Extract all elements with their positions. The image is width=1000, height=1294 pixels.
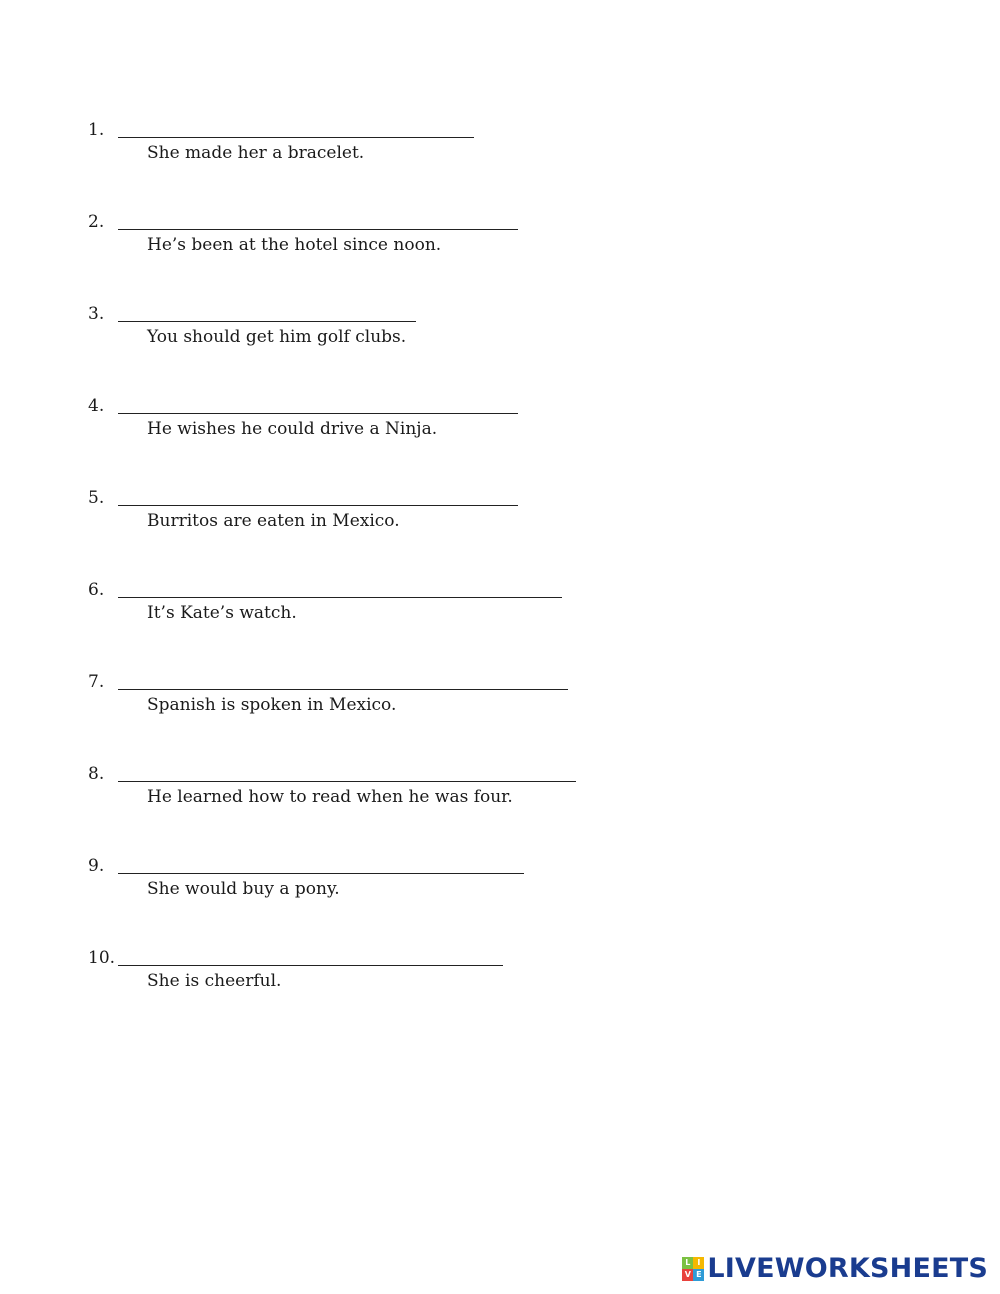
answer-blank[interactable] — [118, 137, 474, 138]
question-number: 2. — [88, 212, 105, 232]
question-item-4 — [88, 396, 688, 456]
question-sentence: He wishes he could drive a Ninja. — [147, 419, 438, 439]
logo-mark-letter: E — [693, 1269, 704, 1281]
answer-blank[interactable] — [118, 689, 568, 690]
answer-blank[interactable] — [118, 321, 416, 322]
answer-blank[interactable] — [118, 505, 518, 506]
question-sentence: She would buy a pony. — [147, 879, 340, 899]
question-item-2 — [88, 212, 688, 272]
question-number: 6. — [88, 580, 105, 600]
question-number: 8. — [88, 764, 105, 784]
question-sentence: It’s Kate’s watch. — [147, 603, 297, 623]
question-item-1 — [88, 120, 688, 180]
question-number: 7. — [88, 672, 105, 692]
question-item-6 — [88, 580, 688, 640]
question-sentence: Burritos are eaten in Mexico. — [147, 511, 400, 531]
answer-blank[interactable] — [118, 413, 518, 414]
question-item-3 — [88, 304, 688, 364]
question-item-9 — [88, 856, 688, 916]
question-sentence: Spanish is spoken in Mexico. — [147, 695, 397, 715]
question-item-10 — [88, 948, 688, 1008]
liveworksheets-mark-icon — [682, 1257, 704, 1281]
question-number: 10. — [88, 948, 116, 968]
question-sentence: He learned how to read when he was four. — [147, 787, 513, 807]
answer-blank[interactable] — [118, 873, 524, 874]
answer-blank[interactable] — [118, 965, 503, 966]
question-item-7 — [88, 672, 688, 732]
question-sentence: He’s been at the hotel since noon. — [147, 235, 442, 255]
answer-blank[interactable] — [118, 229, 518, 230]
question-sentence: You should get him golf clubs. — [147, 327, 407, 347]
answer-blank[interactable] — [118, 597, 562, 598]
answer-blank[interactable] — [118, 781, 576, 782]
question-number: 3. — [88, 304, 105, 324]
question-number: 1. — [88, 120, 105, 140]
logo-mark-letter: L — [682, 1257, 693, 1269]
logo-mark-letter: V — [682, 1269, 693, 1281]
question-number: 4. — [88, 396, 105, 416]
question-item-5 — [88, 488, 688, 548]
question-number: 9. — [88, 856, 105, 876]
question-item-8 — [88, 764, 688, 824]
question-sentence: She made her a bracelet. — [147, 143, 365, 163]
liveworksheets-logo[interactable] — [682, 1254, 988, 1284]
question-sentence: She is cheerful. — [147, 971, 282, 991]
logo-text: LIVEWORKSHEETS — [707, 1253, 988, 1284]
question-number: 5. — [88, 488, 105, 508]
logo-mark-letter: I — [693, 1257, 704, 1269]
